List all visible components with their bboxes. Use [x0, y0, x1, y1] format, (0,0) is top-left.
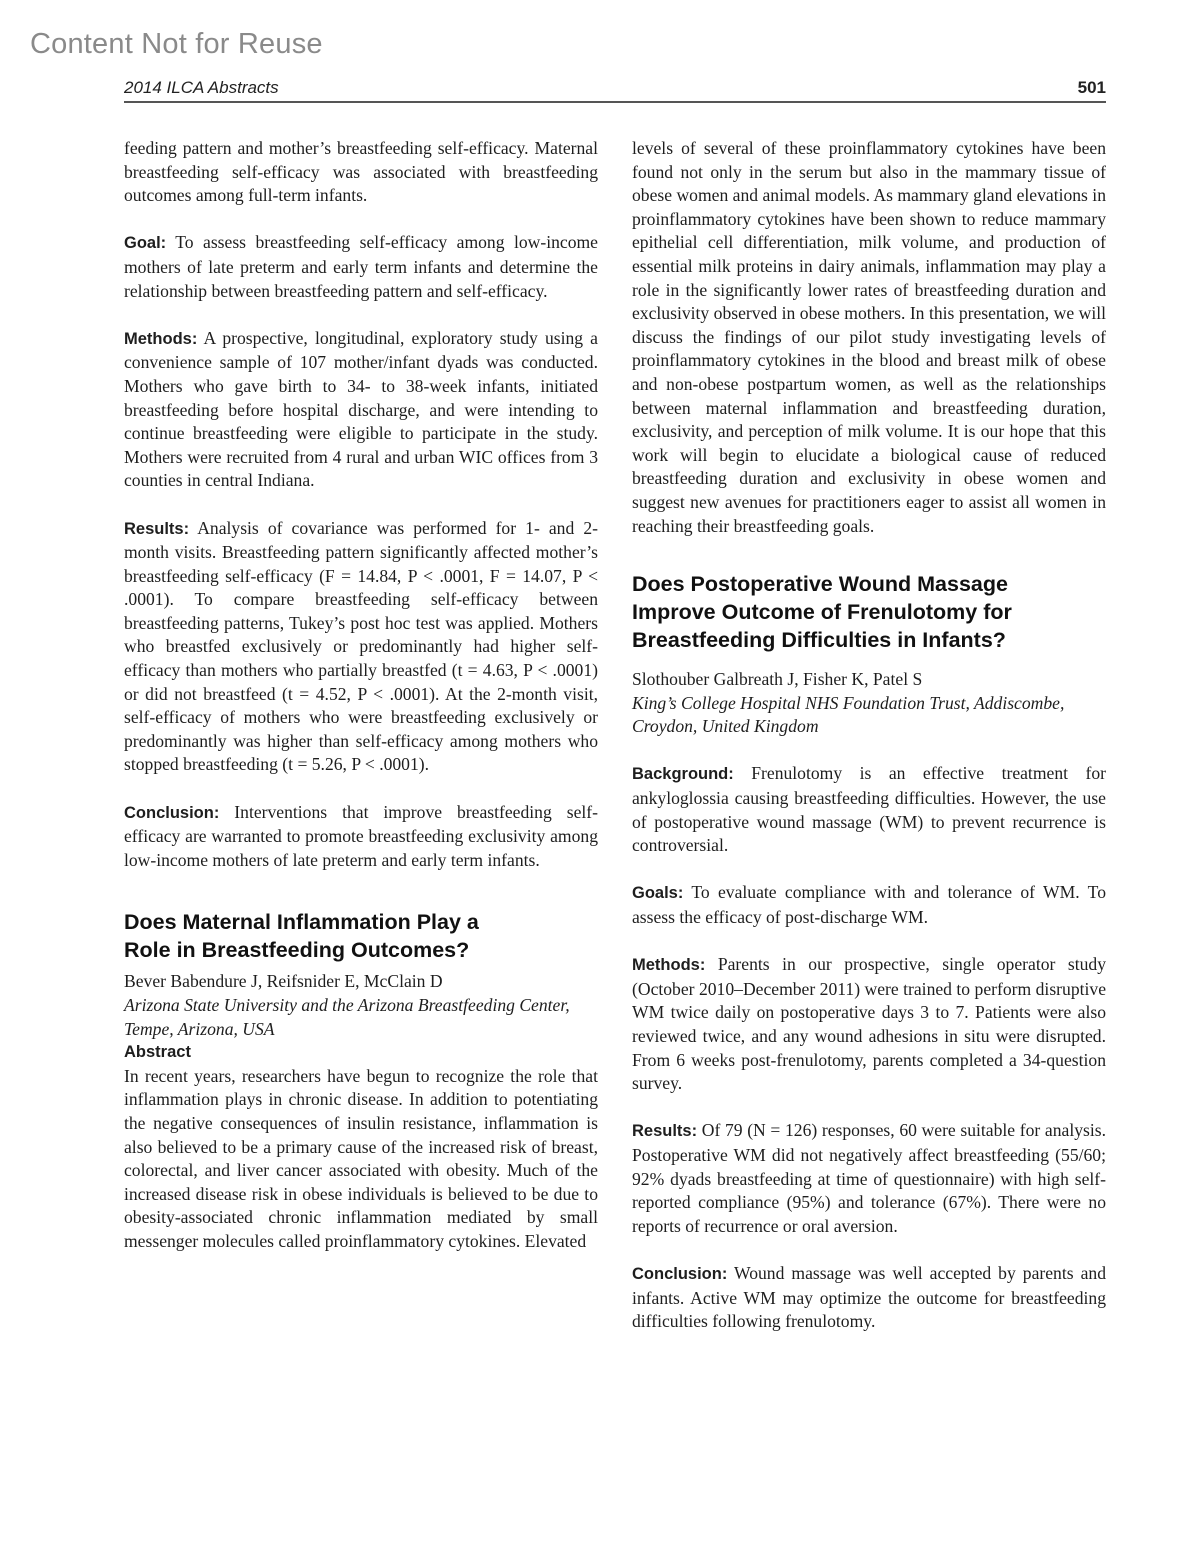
- header-rule: [124, 101, 1106, 103]
- watermark: Content Not for Reuse: [30, 28, 323, 60]
- abstract-heading: Abstract: [124, 1043, 191, 1062]
- page-number: 501: [1077, 78, 1106, 97]
- background-text: Frenulotomy is an effective treatment for ankyloglossia causing breastfeeding difficulties. However, the use of postoperative wound massage (WM) to prevent recurrence is controversial.: [632, 763, 1106, 856]
- title-line: Improve Outcome of Frenulotomy for: [632, 600, 1012, 625]
- title-line: Does Postoperative Wound Massage: [632, 572, 1008, 597]
- running-head: 2014 ILCA Abstracts: [124, 78, 279, 97]
- results-label: Results:: [632, 1122, 698, 1141]
- methods-paragraph: [632, 953, 1106, 1096]
- conclusion-paragraph: [632, 1262, 1106, 1334]
- left-column: [124, 137, 598, 1254]
- title-line: Does Maternal Inflammation Play a: [124, 910, 479, 935]
- methods-label: Methods:: [124, 329, 198, 348]
- methods-label: Methods:: [632, 956, 706, 975]
- methods-text: Parents in our prospective, single operator study (October 2010–December 2011) were trained to perform disruptive WM twice daily on postoperative days 3 to 7. Patients were also reviewed twice, and any wound adhesions in situ were disrupted. From 6 weeks post-frenulotomy, parents completed a 34-question survey.: [632, 954, 1106, 1094]
- goals-paragraph: [632, 881, 1106, 929]
- methods-text: A prospective, longitudinal, exploratory study using a convenience sample of 107 mother/infant dyads was conducted. Mothers who gave birth to 34- to 38-week infants, initiated breastfeeding before hospital discharge, and were intending to continue breastfeeding were eligible to participate in the study. Mothers were recruited from 4 rural and urban WIC offices from 3 counties in central Indiana.: [124, 327, 598, 491]
- title-line: Breastfeeding Difficulties in Infants?: [632, 628, 1006, 653]
- abstract-title-frenulotomy: [632, 570, 1106, 654]
- abstract-continued-paragraph: levels of several of these proinflammatory cytokines have been found not only in the serum but also in the mammary tissue of obese women and animal models. As mammary gland elevations in proinflammatory cytokines have been shown to reduce mammary epithelial cell differentiation, milk volume, and production of essential milk proteins in dairy animals, inflammation may play a role in the significantly lower rates of breastfeeding duration and exclusivity observed in obese mothers. In this presentation, we will discuss the findings of our pilot study investigating levels of proinflammatory cytokines in the blood and breast milk of obese and non-obese postpartum women, as well as the relationships between maternal inflammation and breastfeeding duration, exclusivity, and perception of milk volume. It is our hope that this work will begin to elucidate a biological cause of reduced breastfeeding duration and exclusivity in obese women and suggest new avenues for practitioners eager to assist all women in reaching their breastfeeding goals.: [632, 138, 1106, 536]
- conclusion-text: Interventions that improve breastfeeding self-efficacy are warranted to promote breastfeeding exclusivity among low-income mothers of late preterm and early term infants.: [124, 801, 598, 870]
- conclusion-label: Conclusion:: [124, 803, 220, 822]
- abstract-title-inflammation: [124, 908, 598, 964]
- goals-label: Goals:: [632, 884, 684, 903]
- conclusion-paragraph: [124, 801, 598, 873]
- results-paragraph: [632, 1119, 1106, 1238]
- results-paragraph: [124, 517, 598, 778]
- title-line: Role in Breastfeeding Outcomes?: [124, 938, 470, 963]
- intro-paragraph: feeding pattern and mother’s breastfeeding self-efficacy. Maternal breastfeeding self-efficacy was associated with breastfeeding outcomes among full-term infants.: [124, 138, 598, 206]
- methods-paragraph: [124, 327, 598, 493]
- affiliation: King’s College Hospital NHS Foundation Trust, Addiscombe, Croydon, United Kingdom: [632, 692, 1065, 737]
- goal-text: To assess breastfeeding self-efficacy among low-income mothers of late preterm and early term infants and determine the relationship between breastfeeding pattern and self-efficacy.: [124, 232, 598, 301]
- goals-text: To evaluate compliance with and tolerance of WM. To assess the efficacy of post-discharge WM.: [632, 882, 1106, 928]
- results-text: Analysis of covariance was performed for 1- and 2-month visits. Breastfeeding pattern significantly affected mother’s breastfeeding self-efficacy (F = 14.84, P < .0001, F = 14.07, P < .0001). To compare breastfeeding self-efficacy between breastfeeding patterns, Tukey’s post hoc test was applied. Mothers who breastfed exclusively or predominantly had higher self-efficacy than mothers who partially breastfed (t = 4.63, P < .0001) or did not breastfeed (t = 4.52, P < .0001). At the 2-month visit, self-efficacy of mothers who were breastfeeding exclusively or predominantly was higher than self-efficacy among mothers who stopped breastfeeding (t = 5.26, P < .0001).: [124, 517, 598, 775]
- results-label: Results:: [124, 519, 190, 538]
- goal-paragraph: [124, 231, 598, 303]
- abstract-paragraph: In recent years, researchers have begun to recognize the role that inflammation plays in chronic disease. In addition to potentiating the negative consequences of insulin resistance, inflammation is also believed to be a primary cause of the increased risk of breast, colorectal, and liver cancer associated with obesity. Much of the increased disease risk in obese individuals is believed to be due to obesity-associated chronic inflammation mediated by small messenger molecules called proinflammatory cytokines. Elevated: [124, 1065, 598, 1251]
- authors: Slothouber Galbreath J, Fisher K, Patel S: [632, 669, 923, 690]
- goal-label: Goal:: [124, 234, 167, 253]
- authors: Bever Babendure J, Reifsnider E, McClain D: [124, 971, 443, 992]
- conclusion-text: Wound massage was well accepted by parents and infants. Active WM may optimize the outcome for breastfeeding difficulties following frenulotomy.: [632, 1262, 1106, 1332]
- background-label: Background:: [632, 765, 734, 784]
- affiliation: Arizona State University and the Arizona Breastfeeding Center, Tempe, Arizona, USA: [124, 995, 570, 1039]
- conclusion-label: Conclusion:: [632, 1264, 728, 1283]
- background-paragraph: [632, 762, 1106, 857]
- results-text: Of 79 (N = 126) responses, 60 were suitable for analysis. Postoperative WM did not negatively affect breastfeeding (55/60; 92% dyads breastfeeding at time of questionnaire) with high self-reported compliance (95%) and tolerance (67%). There were no reports of recurrence or oral aversion.: [632, 1120, 1106, 1236]
- right-column: [632, 137, 1106, 1334]
